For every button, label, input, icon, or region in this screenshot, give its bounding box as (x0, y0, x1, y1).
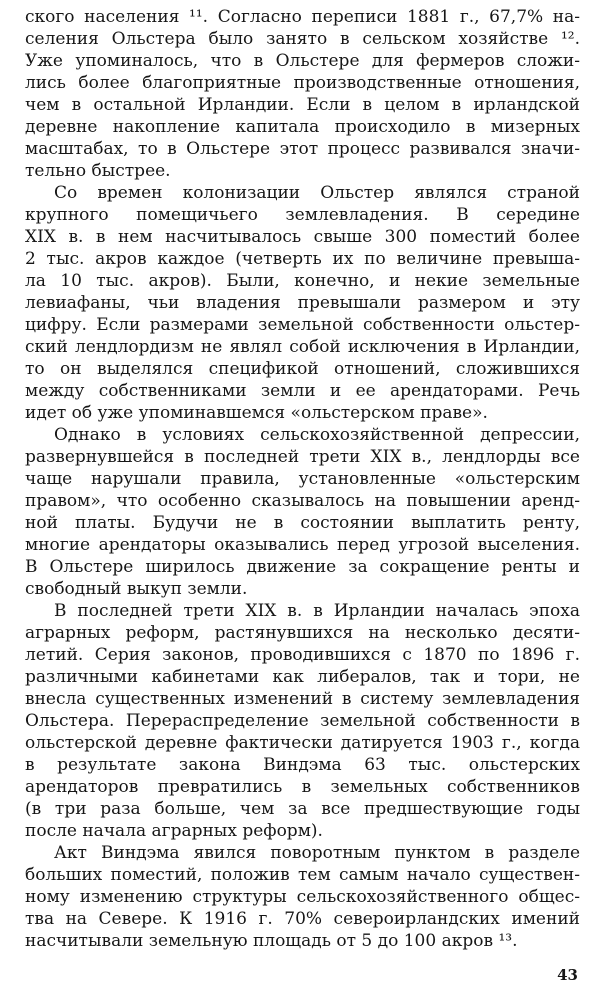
text-line: развернувшейся в последней трети XIX в., лендлорды все (25, 447, 580, 467)
text-line: после начала аграрных реформ). (25, 821, 323, 841)
text-line: селения Ольстера было занято в сельском хозяйстве ¹². (25, 29, 580, 49)
body-text (25, 6, 580, 952)
text-line: Уже упоминалось, что в Ольстере для фермеров сложи- (25, 51, 580, 71)
text-line: насчитывали земельную площадь от 5 до 100 акров ¹³. (25, 931, 518, 951)
text-line: ский лендлордизм не являл собой исключения в Ирландии, (25, 337, 580, 357)
text-line: идет об уже упоминавшемся «ольстерском праве». (25, 403, 488, 423)
text-line: ского населения ¹¹. Согласно переписи 1881 г., 67,7% на- (25, 7, 580, 27)
text-line: деревне накопление капитала происходило в мизерных (25, 117, 580, 137)
text-line: в результате закона Виндэма 63 тыс. ольстерских (25, 755, 580, 775)
text-line: цифру. Если размерами земельной собственности ольстер- (25, 315, 580, 335)
text-line: правом», что особенно сказывалось на повышении аренд- (25, 491, 580, 511)
text-line: чаще нарушали правила, установленные «ольстерским (25, 469, 580, 489)
text-line: Ольстера. Перераспределение земельной собственности в (25, 711, 580, 731)
text-line: (в три раза больше, чем за все предшествующие годы (25, 799, 580, 819)
text-line: Со времен колонизации Ольстер являлся страной (54, 183, 580, 203)
text-line: ной платы. Будучи не в состоянии выплатить ренту, (25, 513, 580, 533)
text-line: то он выделялся спецификой отношений, сложившихся (25, 359, 580, 379)
text-line: В последней трети XIX в. в Ирландии началась эпоха (54, 601, 580, 621)
text-line: Однако в условиях сельскохозяйственной депрессии, (54, 425, 580, 445)
text-line: между собственниками земли и ее арендаторами. Речь (25, 381, 580, 401)
text-line: арендаторов превратились в земельных собственников (25, 777, 580, 797)
text-line: лись более благоприятные производственные отношения, (25, 73, 580, 93)
text-line: крупного помещичьего землевладения. В середине (25, 205, 580, 225)
text-line: многие арендаторы оказывались перед угрозой выселения. (25, 535, 580, 555)
text-line: Акт Виндэма явился поворотным пунктом в разделе (54, 843, 580, 863)
text-line: ольстерской деревне фактически датируется 1903 г., когда (25, 733, 580, 753)
text-line: ному изменению структуры сельскохозяйственного общес- (25, 887, 580, 907)
text-line: внесла существенных изменений в систему землевладения (25, 689, 580, 709)
text-line: ла 10 тыс. акров). Были, конечно, и некие земельные (25, 271, 580, 291)
text-line: тва на Севере. К 1916 г. 70% североирландских имений (25, 909, 580, 929)
text-line: свободный выкуп земли. (25, 579, 248, 599)
text-line: чем в остальной Ирландии. Если в целом в ирландской (25, 95, 580, 115)
text-line: летий. Серия законов, проводившихся с 1870 по 1896 г. (25, 645, 580, 665)
text-line: масштабах, то в Ольстере этот процесс развивался значи- (25, 139, 580, 159)
text-line: XIX в. в нем насчитывалось свыше 300 поместий более (25, 227, 580, 247)
text-line: больших поместий, положив тем самым начало существен- (25, 865, 580, 885)
page-number: 43 (557, 966, 578, 984)
text-line: аграрных реформ, растянувшихся на несколько десяти- (25, 623, 580, 643)
text-line: различными кабинетами как либералов, так и тори, не (25, 667, 580, 687)
text-line: левиафаны, чьи владения превышали размером и эту (25, 293, 580, 313)
text-line: 2 тыс. акров каждое (четверть их по величине превыша- (25, 249, 580, 269)
text-line: тельно быстрее. (25, 161, 171, 181)
text-line: В Ольстере ширилось движение за сокращение ренты и (25, 557, 580, 577)
